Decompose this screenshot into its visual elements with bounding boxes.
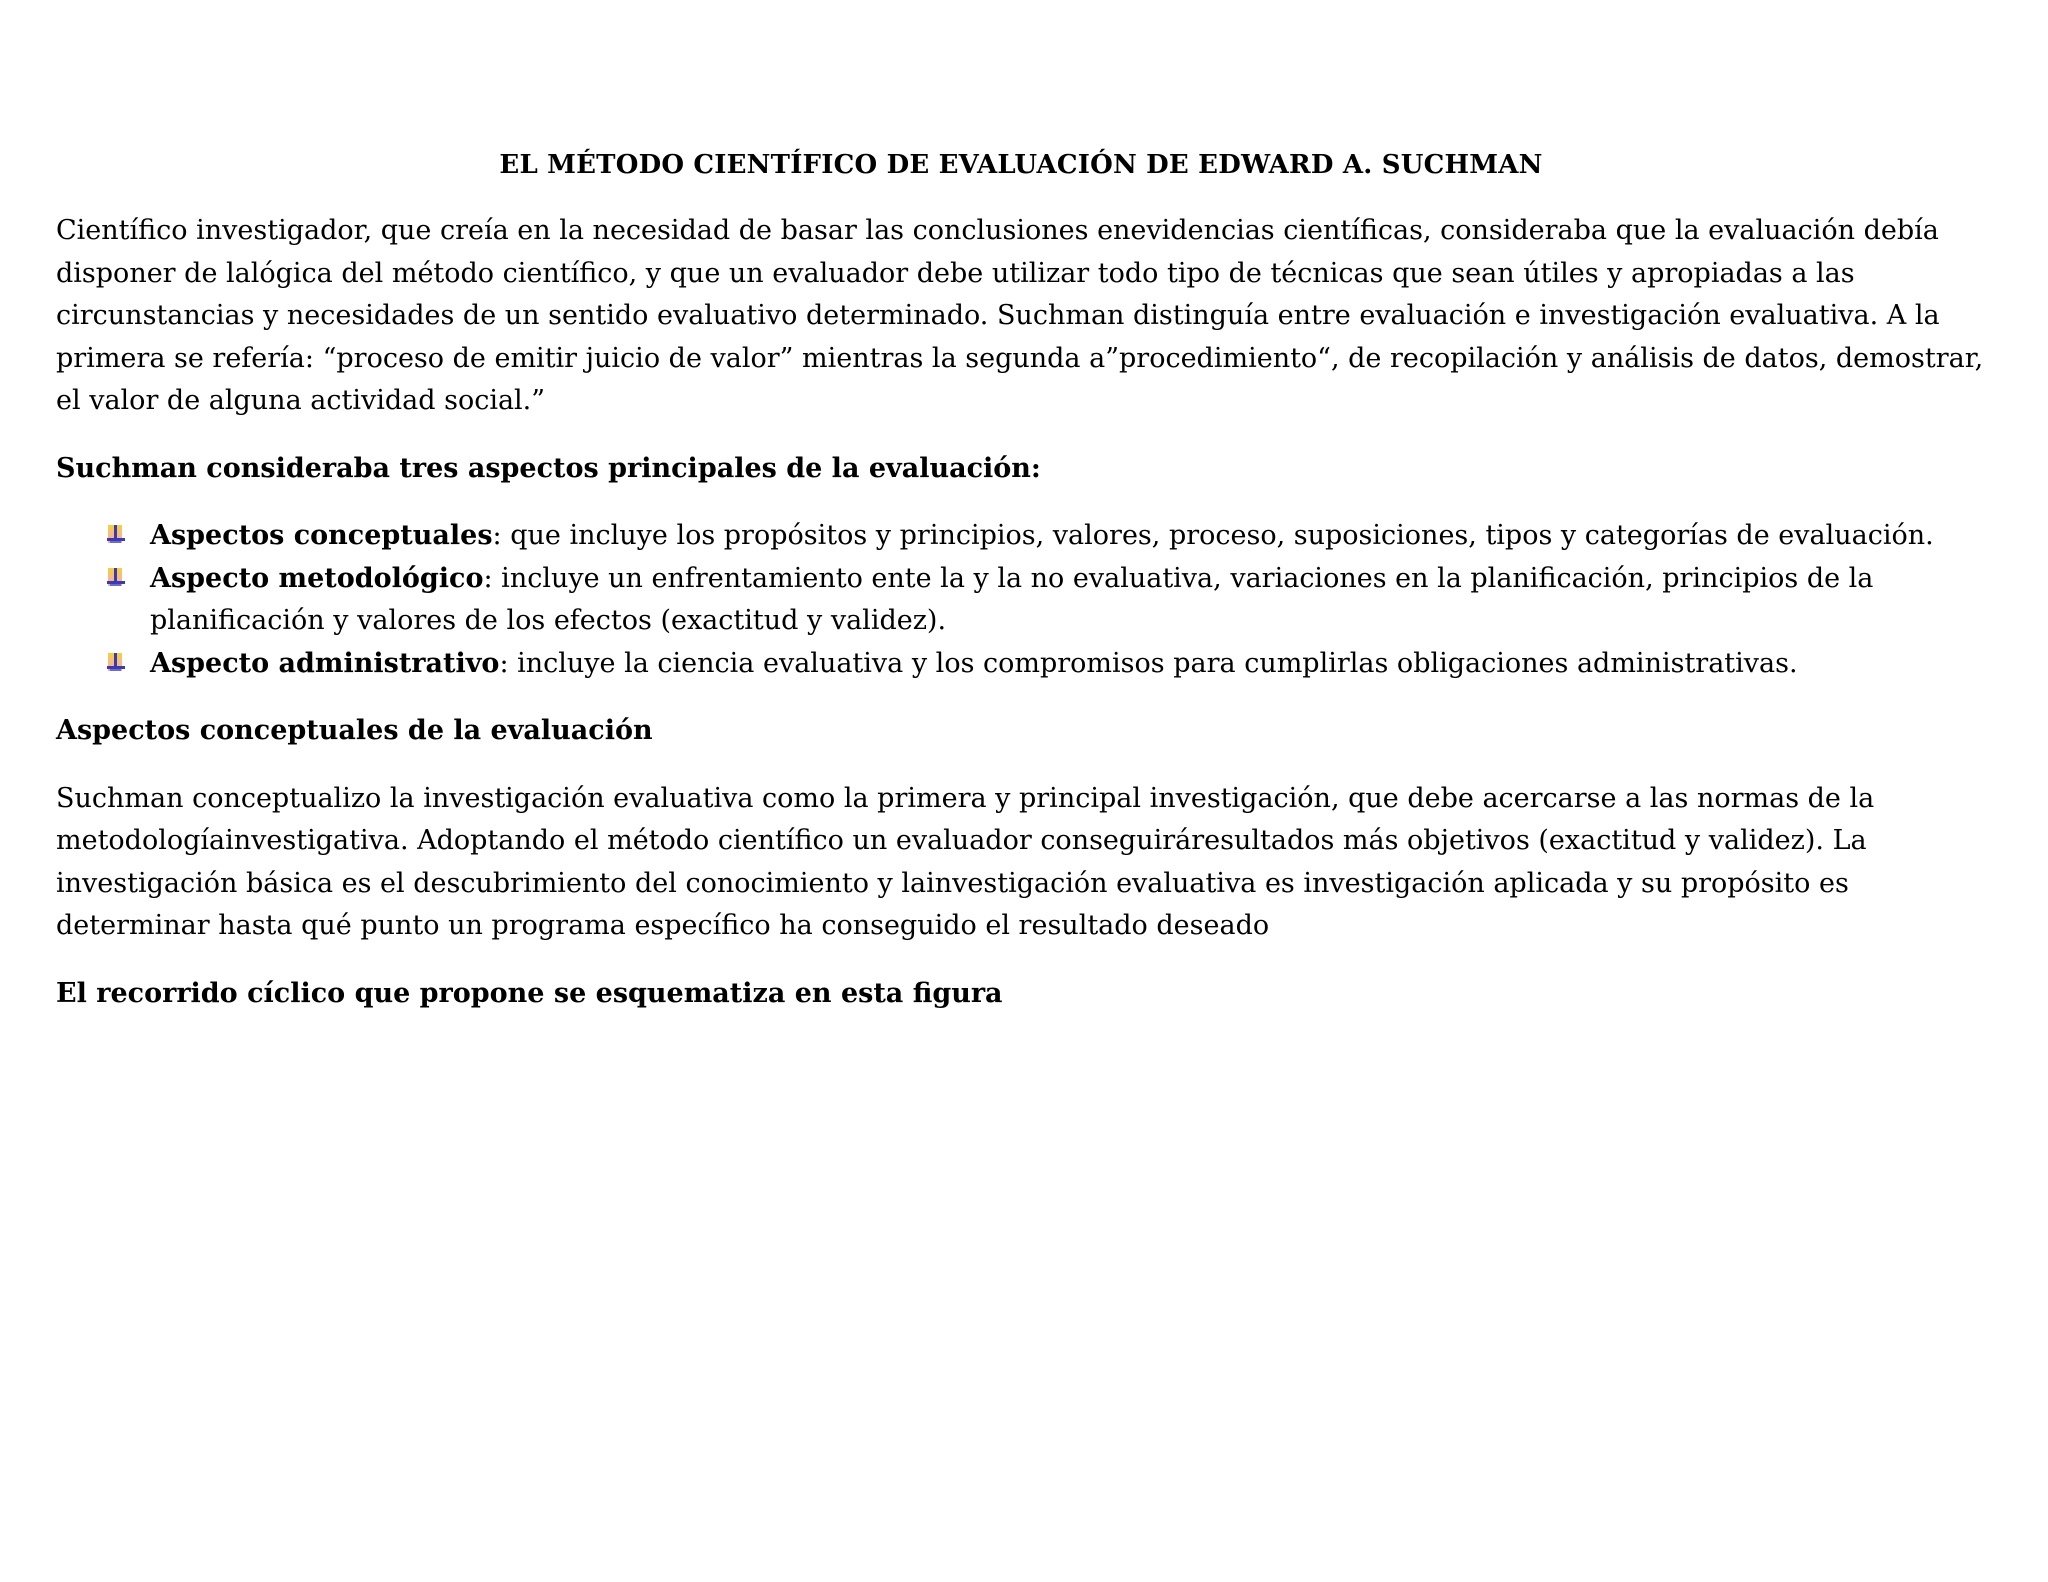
arrow-down-bullet-icon <box>104 524 128 548</box>
list-item <box>150 643 1986 686</box>
aspect-term: Aspecto administrativo <box>150 647 500 679</box>
aspect-term: Aspecto metodológico <box>150 562 484 594</box>
list-item <box>150 558 1986 643</box>
figure-caption: El recorrido cíclico que propone se esquematiza en esta figura <box>56 977 1003 1009</box>
document-title: EL MÉTODO CIENTÍFICO DE EVALUACIÓN DE EDWARD A. SUCHMAN <box>499 150 1543 180</box>
document-page <box>56 148 1986 1015</box>
aspects-heading: Suchman consideraba tres aspectos principales de la evaluación: <box>56 452 1041 484</box>
aspect-text: : que incluye los propósitos y principios, valores, proceso, suposiciones, tipos y categorías de evaluación. <box>492 520 1934 551</box>
aspect-term: Aspectos conceptuales <box>150 520 493 551</box>
conceptual-paragraph: Suchman conceptualizo la investigación evaluativa como la primera y principal investigación, que debe acercarse a las normas de la metodologíainvestigativa. Adoptando el método científico un evaluador conseguiráresultados más objetivos (exactitud y validez). La investigación básica es el descubrimiento del conocimiento y lainvestigación evaluativa es investigación aplicada y su propósito es determinar hasta qué punto un programa específico ha conseguido el resultado deseado <box>56 782 1875 941</box>
conceptual-heading: Aspectos conceptuales de la evaluación <box>56 715 653 746</box>
aspect-text: : incluye la ciencia evaluativa y los compromisos para cumplirlas obligaciones administrativas. <box>499 647 1798 679</box>
intro-paragraph: Científico investigador, que creía en la necesidad de basar las conclusiones enevidencias científicas, consideraba que la evaluación debía disponer de lalógica del método científico, y que un evaluador debe utilizar todo tipo de técnicas que sean útiles y apropiadas a las circunstancias y necesidades de un sentido evaluativo determinado. Suchman distinguía entre evaluación e investigación evaluativa. A la primera se refería: “proceso de emitir juicio de valor” mientras la segunda a”procedimiento“, de recopilación y análisis de datos, demostrar, el valor de alguna actividad social.” <box>56 215 1984 416</box>
list-item <box>150 515 1986 558</box>
aspect-text: : incluye un enfrentamiento ente la y la no evaluativa, variaciones en la planificación, principios de la planificación y valores de los efectos (exactitud y validez). <box>150 562 1874 636</box>
arrow-down-bullet-icon <box>104 567 128 591</box>
arrow-down-bullet-icon <box>104 652 128 676</box>
aspects-list <box>56 515 1986 685</box>
